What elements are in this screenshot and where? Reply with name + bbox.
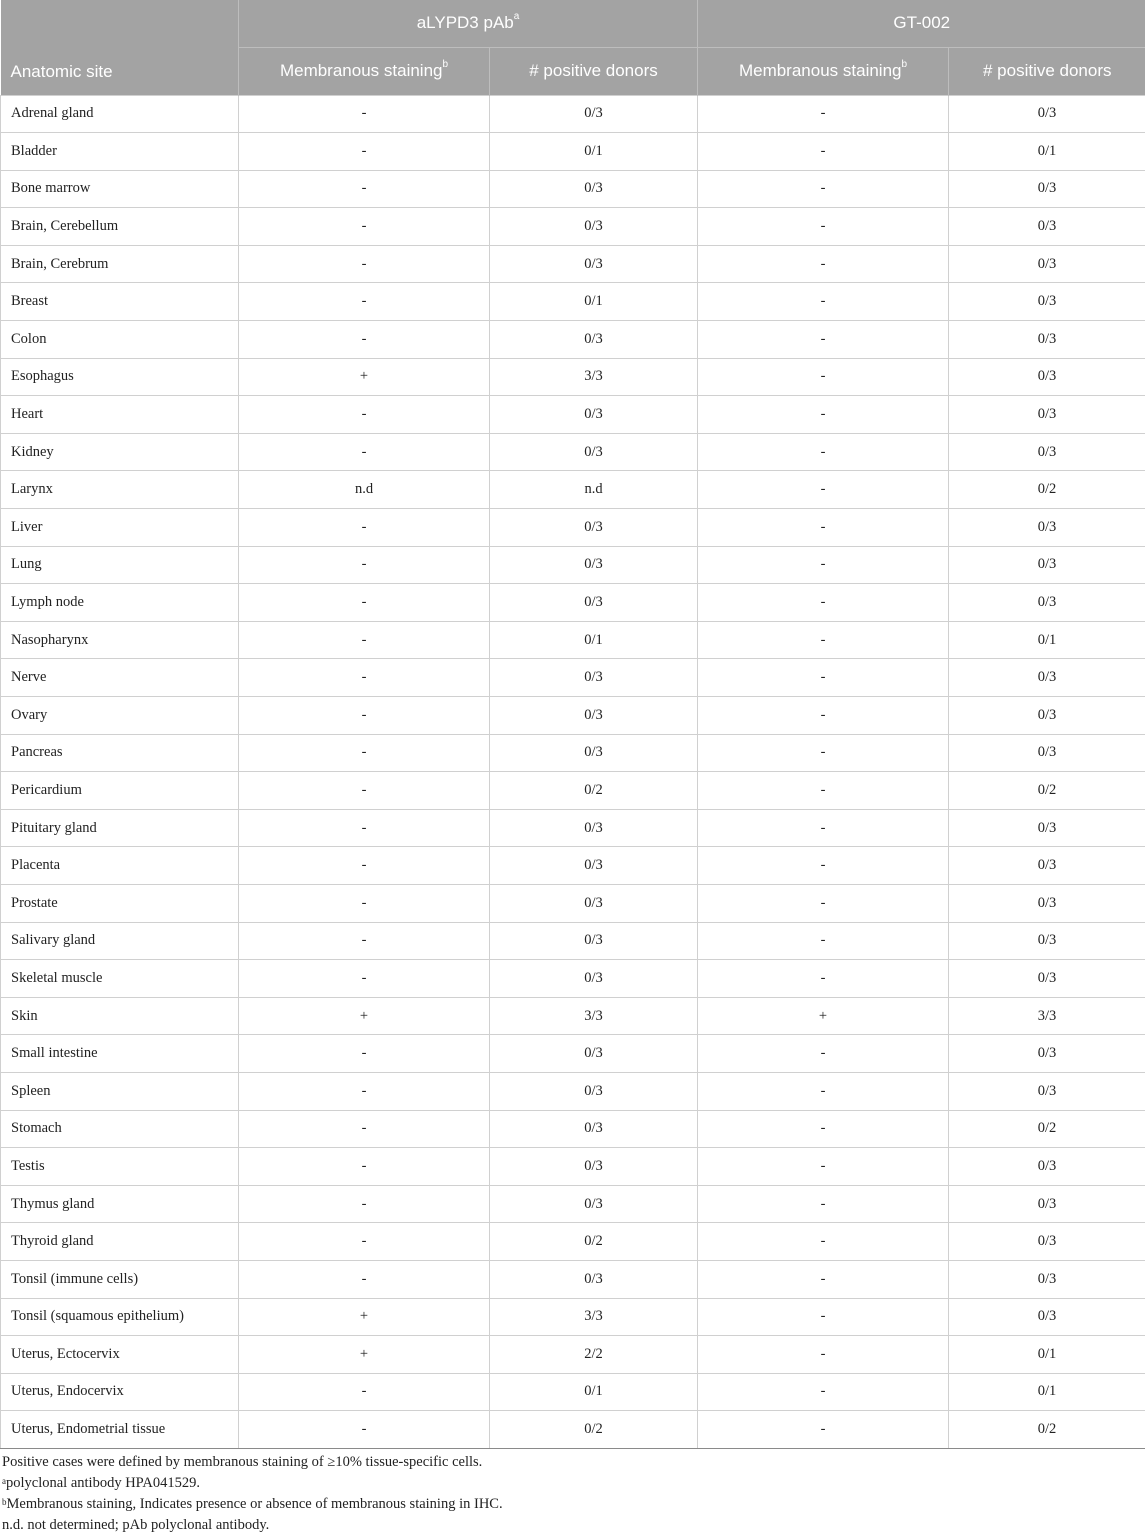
cell-alypd3-donors: 0/3: [490, 659, 698, 697]
table-row: [1, 884, 1145, 922]
cell-gt002-membranous: -: [698, 922, 949, 960]
cell-alypd3-membranous: +: [239, 1298, 490, 1336]
table-row: [1, 960, 1145, 998]
cell-gt002-membranous: -: [698, 509, 949, 547]
table-row: [1, 621, 1145, 659]
footnote-abbreviations: n.d. not determined; pAb polyclonal antibody.: [0, 1515, 1145, 1536]
cell-alypd3-donors: 0/3: [490, 509, 698, 547]
cell-anatomic-site: Lung: [1, 546, 239, 584]
cell-alypd3-membranous: -: [239, 283, 490, 321]
cell-anatomic-site: Brain, Cerebellum: [1, 208, 239, 246]
cell-alypd3-membranous: -: [239, 584, 490, 622]
cell-gt002-donors: 0/3: [949, 960, 1145, 998]
cell-anatomic-site: Uterus, Endocervix: [1, 1373, 239, 1411]
cell-gt002-donors: 0/3: [949, 95, 1145, 133]
cell-anatomic-site: Esophagus: [1, 358, 239, 396]
table-row: [1, 1298, 1145, 1336]
cell-anatomic-site: Bone marrow: [1, 170, 239, 208]
cell-alypd3-membranous: -: [239, 697, 490, 735]
cell-gt002-membranous: -: [698, 1110, 949, 1148]
cell-alypd3-donors: n.d: [490, 471, 698, 509]
header-group-alypd3: aLYPD3 pAb$^a$: [239, 0, 698, 47]
cell-gt002-membranous: -: [698, 396, 949, 434]
cell-anatomic-site: Adrenal gland: [1, 95, 239, 133]
cell-alypd3-membranous: -: [239, 772, 490, 810]
table-row: [1, 283, 1145, 321]
table-row: [1, 659, 1145, 697]
cell-alypd3-donors: 0/1: [490, 283, 698, 321]
cell-alypd3-donors: 0/3: [490, 734, 698, 772]
cell-gt002-membranous: -: [698, 847, 949, 885]
cell-alypd3-membranous: -: [239, 659, 490, 697]
cell-gt002-membranous: -: [698, 358, 949, 396]
cell-alypd3-membranous: -: [239, 1373, 490, 1411]
cell-gt002-donors: 0/3: [949, 433, 1145, 471]
cell-gt002-membranous: -: [698, 1072, 949, 1110]
cell-anatomic-site: Thyroid gland: [1, 1223, 239, 1261]
cell-gt002-donors: 0/3: [949, 1223, 1145, 1261]
table-row: [1, 922, 1145, 960]
cell-alypd3-donors: 3/3: [490, 997, 698, 1035]
cell-alypd3-donors: 0/3: [490, 1260, 698, 1298]
cell-alypd3-membranous: -: [239, 433, 490, 471]
cell-anatomic-site: Brain, Cerebrum: [1, 245, 239, 283]
table-row: [1, 170, 1145, 208]
cell-alypd3-donors: 0/3: [490, 884, 698, 922]
cell-alypd3-membranous: -: [239, 1411, 490, 1449]
cell-alypd3-donors: 0/3: [490, 1035, 698, 1073]
header-gt002-donors: # positive donors: [949, 47, 1145, 95]
cell-alypd3-donors: 0/3: [490, 546, 698, 584]
table-row: [1, 1373, 1145, 1411]
table-row: [1, 1035, 1145, 1073]
table-row: [1, 1336, 1145, 1374]
cell-alypd3-membranous: -: [239, 884, 490, 922]
cell-gt002-membranous: -: [698, 960, 949, 998]
table-row: [1, 208, 1145, 246]
header-gt002-membranous: Membranous staining$^b$: [698, 47, 949, 95]
cell-gt002-donors: 0/3: [949, 884, 1145, 922]
cell-alypd3-donors: 0/3: [490, 95, 698, 133]
cell-anatomic-site: Thymus gland: [1, 1185, 239, 1223]
cell-alypd3-donors: 0/3: [490, 396, 698, 434]
cell-gt002-membranous: -: [698, 621, 949, 659]
cell-gt002-membranous: -: [698, 1373, 949, 1411]
cell-alypd3-membranous: -: [239, 170, 490, 208]
cell-anatomic-site: Uterus, Ectocervix: [1, 1336, 239, 1374]
cell-anatomic-site: Ovary: [1, 697, 239, 735]
cell-alypd3-membranous: -: [239, 734, 490, 772]
cell-anatomic-site: Tonsil (squamous epithelium): [1, 1298, 239, 1336]
cell-alypd3-donors: 0/3: [490, 1185, 698, 1223]
table-row: [1, 433, 1145, 471]
cell-gt002-membranous: -: [698, 584, 949, 622]
cell-gt002-membranous: -: [698, 734, 949, 772]
cell-alypd3-donors: 0/3: [490, 697, 698, 735]
cell-anatomic-site: Pituitary gland: [1, 809, 239, 847]
cell-gt002-membranous: -: [698, 884, 949, 922]
cell-alypd3-membranous: -: [239, 922, 490, 960]
cell-gt002-membranous: -: [698, 208, 949, 246]
table-row: [1, 471, 1145, 509]
cell-alypd3-membranous: -: [239, 546, 490, 584]
cell-anatomic-site: Salivary gland: [1, 922, 239, 960]
cell-anatomic-site: Lymph node: [1, 584, 239, 622]
cell-alypd3-donors: 2/2: [490, 1336, 698, 1374]
cell-gt002-donors: 0/3: [949, 734, 1145, 772]
cell-alypd3-donors: 0/3: [490, 1148, 698, 1186]
cell-gt002-donors: 0/2: [949, 471, 1145, 509]
cell-gt002-membranous: -: [698, 283, 949, 321]
cell-gt002-donors: 0/3: [949, 396, 1145, 434]
cell-alypd3-membranous: -: [239, 1148, 490, 1186]
cell-anatomic-site: Testis: [1, 1148, 239, 1186]
table-row: [1, 847, 1145, 885]
cell-gt002-membranous: -: [698, 1223, 949, 1261]
table-header: [1, 0, 1145, 95]
cell-gt002-donors: 0/3: [949, 1148, 1145, 1186]
cell-gt002-donors: 0/1: [949, 1373, 1145, 1411]
cell-alypd3-donors: 0/2: [490, 1411, 698, 1449]
cell-alypd3-donors: 0/1: [490, 1373, 698, 1411]
table-row: [1, 1223, 1145, 1261]
cell-alypd3-membranous: -: [239, 509, 490, 547]
cell-gt002-donors: 0/3: [949, 584, 1145, 622]
cell-alypd3-donors: 0/3: [490, 922, 698, 960]
table-row: [1, 1411, 1145, 1449]
cell-gt002-membranous: -: [698, 170, 949, 208]
header-anatomic-site: Anatomic site: [1, 0, 239, 95]
cell-alypd3-membranous: -: [239, 133, 490, 171]
cell-gt002-membranous: -: [698, 95, 949, 133]
cell-gt002-donors: 0/3: [949, 245, 1145, 283]
cell-anatomic-site: Breast: [1, 283, 239, 321]
table-row: [1, 1148, 1145, 1186]
header-alypd3-membranous: Membranous staining$^b$: [239, 47, 490, 95]
cell-anatomic-site: Skin: [1, 997, 239, 1035]
cell-gt002-donors: 0/1: [949, 133, 1145, 171]
cell-gt002-membranous: -: [698, 772, 949, 810]
cell-alypd3-membranous: +: [239, 997, 490, 1035]
cell-alypd3-donors: 0/3: [490, 321, 698, 359]
cell-alypd3-donors: 0/3: [490, 170, 698, 208]
cell-alypd3-donors: 0/3: [490, 433, 698, 471]
cell-alypd3-donors: 0/2: [490, 1223, 698, 1261]
table-row: [1, 396, 1145, 434]
cell-gt002-donors: 0/3: [949, 170, 1145, 208]
cell-alypd3-donors: 0/3: [490, 245, 698, 283]
cell-alypd3-donors: 0/1: [490, 133, 698, 171]
cell-anatomic-site: Placenta: [1, 847, 239, 885]
cell-alypd3-donors: 0/3: [490, 1072, 698, 1110]
cell-gt002-donors: 0/3: [949, 1072, 1145, 1110]
cell-anatomic-site: Stomach: [1, 1110, 239, 1148]
cell-gt002-donors: 0/2: [949, 1411, 1145, 1449]
table-row: [1, 697, 1145, 735]
cell-gt002-donors: 0/2: [949, 772, 1145, 810]
cell-gt002-membranous: -: [698, 471, 949, 509]
cell-anatomic-site: Heart: [1, 396, 239, 434]
table-row: [1, 245, 1145, 283]
cell-gt002-membranous: +: [698, 997, 949, 1035]
cell-alypd3-membranous: -: [239, 847, 490, 885]
cell-alypd3-donors: 0/3: [490, 960, 698, 998]
cell-alypd3-donors: 0/3: [490, 208, 698, 246]
cell-gt002-membranous: -: [698, 321, 949, 359]
cell-alypd3-membranous: -: [239, 1110, 490, 1148]
cell-anatomic-site: Prostate: [1, 884, 239, 922]
header-group-gt002: GT-002: [698, 0, 1145, 47]
footnote-a: $^a$polyclonal antibody HPA041529.: [0, 1473, 1145, 1494]
cell-gt002-donors: 0/3: [949, 1185, 1145, 1223]
table-row: [1, 1260, 1145, 1298]
cell-anatomic-site: Nasopharynx: [1, 621, 239, 659]
table-row: [1, 772, 1145, 810]
cell-anatomic-site: Pancreas: [1, 734, 239, 772]
cell-gt002-membranous: -: [698, 133, 949, 171]
table-row: [1, 509, 1145, 547]
table-row: [1, 546, 1145, 584]
footnote-b: $^b$Membranous staining, Indicates presence or absence of membranous staining in IHC.: [0, 1494, 1145, 1515]
cell-anatomic-site: Colon: [1, 321, 239, 359]
cell-alypd3-donors: 0/3: [490, 809, 698, 847]
cell-alypd3-membranous: n.d: [239, 471, 490, 509]
cell-alypd3-membranous: -: [239, 208, 490, 246]
cell-anatomic-site: Small intestine: [1, 1035, 239, 1073]
cell-alypd3-donors: 3/3: [490, 358, 698, 396]
cell-alypd3-donors: 0/3: [490, 847, 698, 885]
table-row: [1, 1110, 1145, 1148]
table-footnotes: [0, 1452, 1145, 1536]
cell-gt002-membranous: -: [698, 546, 949, 584]
cell-anatomic-site: Nerve: [1, 659, 239, 697]
cell-alypd3-membranous: -: [239, 1185, 490, 1223]
cell-anatomic-site: Bladder: [1, 133, 239, 171]
table-row: [1, 1072, 1145, 1110]
cell-gt002-membranous: -: [698, 1336, 949, 1374]
cell-gt002-membranous: -: [698, 697, 949, 735]
cell-gt002-membranous: -: [698, 1148, 949, 1186]
header-alypd3-donors: # positive donors: [490, 47, 698, 95]
cell-alypd3-membranous: -: [239, 1260, 490, 1298]
table-row: [1, 809, 1145, 847]
cell-alypd3-membranous: -: [239, 321, 490, 359]
cell-anatomic-site: Larynx: [1, 471, 239, 509]
cell-gt002-donors: 0/3: [949, 509, 1145, 547]
table-row: [1, 1185, 1145, 1223]
cell-anatomic-site: Liver: [1, 509, 239, 547]
cell-gt002-membranous: -: [698, 659, 949, 697]
cell-alypd3-donors: 0/1: [490, 621, 698, 659]
cell-alypd3-membranous: -: [239, 396, 490, 434]
cell-anatomic-site: Kidney: [1, 433, 239, 471]
cell-alypd3-donors: 3/3: [490, 1298, 698, 1336]
cell-gt002-membranous: -: [698, 1298, 949, 1336]
cell-alypd3-membranous: +: [239, 1336, 490, 1374]
table-row: [1, 734, 1145, 772]
cell-gt002-donors: 3/3: [949, 997, 1145, 1035]
cell-alypd3-membranous: -: [239, 621, 490, 659]
cell-gt002-donors: 0/1: [949, 1336, 1145, 1374]
cell-alypd3-membranous: -: [239, 245, 490, 283]
cell-gt002-donors: 0/3: [949, 659, 1145, 697]
footnote-definition: Positive cases were defined by membranous staining of ≥10% tissue-specific cells.: [0, 1452, 1145, 1473]
cell-gt002-donors: 0/1: [949, 621, 1145, 659]
cell-gt002-donors: 0/3: [949, 922, 1145, 960]
cell-gt002-membranous: -: [698, 1260, 949, 1298]
cell-gt002-donors: 0/3: [949, 358, 1145, 396]
cell-gt002-donors: 0/3: [949, 321, 1145, 359]
cell-gt002-donors: 0/3: [949, 809, 1145, 847]
cell-alypd3-donors: 0/2: [490, 772, 698, 810]
cell-alypd3-membranous: -: [239, 1223, 490, 1261]
cell-anatomic-site: Pericardium: [1, 772, 239, 810]
cell-gt002-membranous: -: [698, 1035, 949, 1073]
cell-gt002-membranous: -: [698, 809, 949, 847]
cell-alypd3-membranous: -: [239, 95, 490, 133]
cell-gt002-donors: 0/3: [949, 546, 1145, 584]
cell-alypd3-membranous: -: [239, 960, 490, 998]
cell-gt002-donors: 0/3: [949, 208, 1145, 246]
table-row: [1, 997, 1145, 1035]
cell-anatomic-site: Skeletal muscle: [1, 960, 239, 998]
cell-gt002-donors: 0/3: [949, 847, 1145, 885]
cell-gt002-donors: 0/3: [949, 1260, 1145, 1298]
table-row: [1, 133, 1145, 171]
cell-gt002-donors: 0/2: [949, 1110, 1145, 1148]
table-row: [1, 584, 1145, 622]
cell-alypd3-membranous: +: [239, 358, 490, 396]
cell-alypd3-membranous: -: [239, 809, 490, 847]
cell-alypd3-membranous: -: [239, 1072, 490, 1110]
table-row: [1, 95, 1145, 133]
cell-anatomic-site: Tonsil (immune cells): [1, 1260, 239, 1298]
cell-anatomic-site: Spleen: [1, 1072, 239, 1110]
cell-gt002-donors: 0/3: [949, 1035, 1145, 1073]
cell-alypd3-donors: 0/3: [490, 584, 698, 622]
cell-gt002-membranous: -: [698, 245, 949, 283]
cell-gt002-membranous: -: [698, 1411, 949, 1449]
cell-anatomic-site: Uterus, Endometrial tissue: [1, 1411, 239, 1449]
cell-gt002-membranous: -: [698, 1185, 949, 1223]
cell-gt002-donors: 0/3: [949, 697, 1145, 735]
table-row: [1, 321, 1145, 359]
cell-alypd3-donors: 0/3: [490, 1110, 698, 1148]
table-body: [1, 95, 1145, 1448]
table-row: [1, 358, 1145, 396]
cell-gt002-membranous: -: [698, 433, 949, 471]
cell-gt002-donors: 0/3: [949, 1298, 1145, 1336]
cell-gt002-donors: 0/3: [949, 283, 1145, 321]
cell-alypd3-membranous: -: [239, 1035, 490, 1073]
